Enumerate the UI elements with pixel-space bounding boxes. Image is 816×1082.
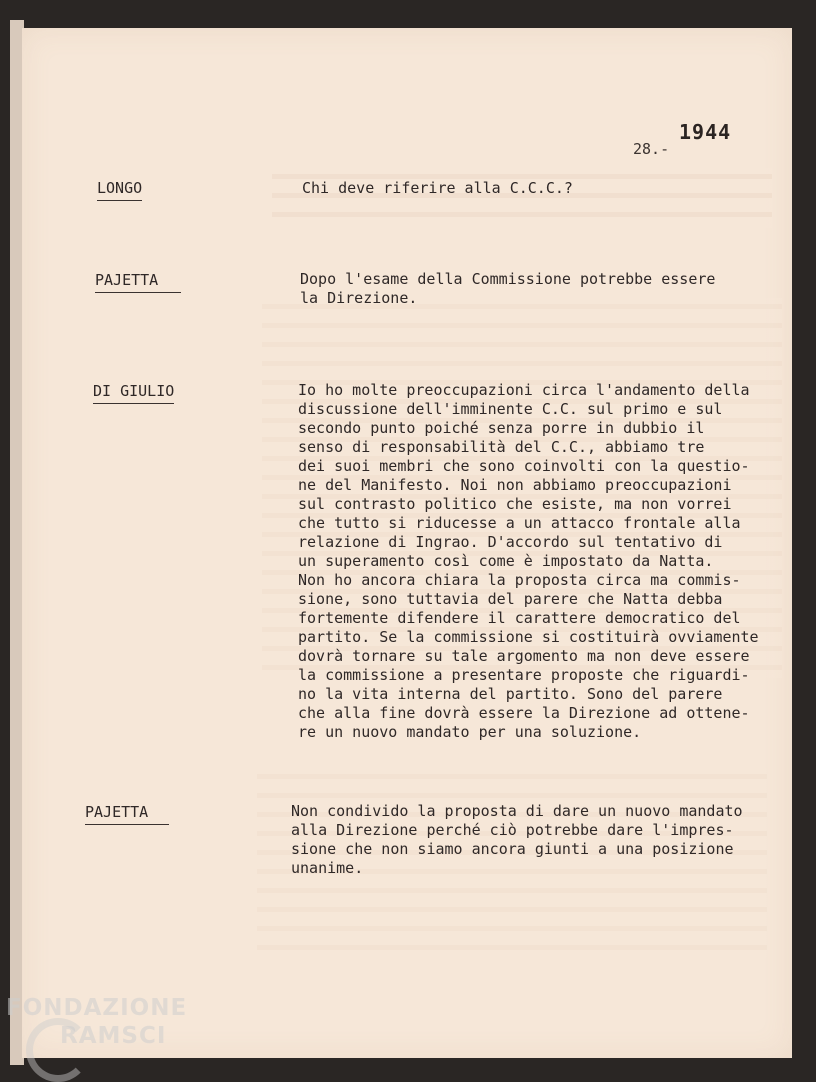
fondazione-gramsci-watermark xyxy=(6,994,187,1050)
speaker-name: DI GIULIO xyxy=(93,382,174,404)
speech-text: Chi deve riferire alla C.C.C.? xyxy=(302,179,573,197)
bleed-through xyxy=(272,168,772,228)
speech-text: Non condivido la proposta di dare un nuovo mandato alla Direzione perché ciò potrebbe dare l'impres- sione che non siamo ancora giunti a una posizione unanime. xyxy=(291,802,743,877)
speaker-name: PAJETTA xyxy=(95,271,181,293)
speech-text: Io ho molte preoccupazioni circa l'andamento della discussione dell'imminente C.C. sul primo e sul secondo punto poiché senza porre in dubbio il senso di responsabilità del C.C., abbiamo tre dei suoi membri che sono coinvolti con la questio- ne del Manifesto. Noi non abbiamo preoccupazioni sul contrasto politico che esiste, ma non vorrei che tutto si riducesse a un attacco frontale alla relazione di Ingrao. D'accordo sul tentativo di un superamento così come è impostato da Natta. Non ho ancora chiara la proposta circa ma commis- sione, sono tuttavia del parere che Natta debba fortemente difendere il carattere democratico del partito. Se la commissione si costituirà ovviamente dovrà tornare su tale argomento ma non deve essere la commissione a presentare proposte che riguardi- no la vita interna del partito. Sono del parere che alla fine dovrà essere la Direzione ad ottene- re un nuovo mandato per una soluzione. xyxy=(298,381,759,741)
logo-g-icon xyxy=(26,1018,90,1082)
year: 1944 xyxy=(679,120,732,144)
watermark-line: FONDAZIONE xyxy=(6,995,188,1021)
speech-text: Dopo l'esame della Commissione potrebbe essere la Direzione. xyxy=(300,270,716,307)
speaker-name: LONGO xyxy=(97,179,142,201)
page-number: 28.- xyxy=(633,140,670,158)
speaker-name: PAJETTA xyxy=(85,803,169,825)
watermark-line: RAMSCI xyxy=(60,1023,167,1049)
document-page xyxy=(22,28,792,1058)
